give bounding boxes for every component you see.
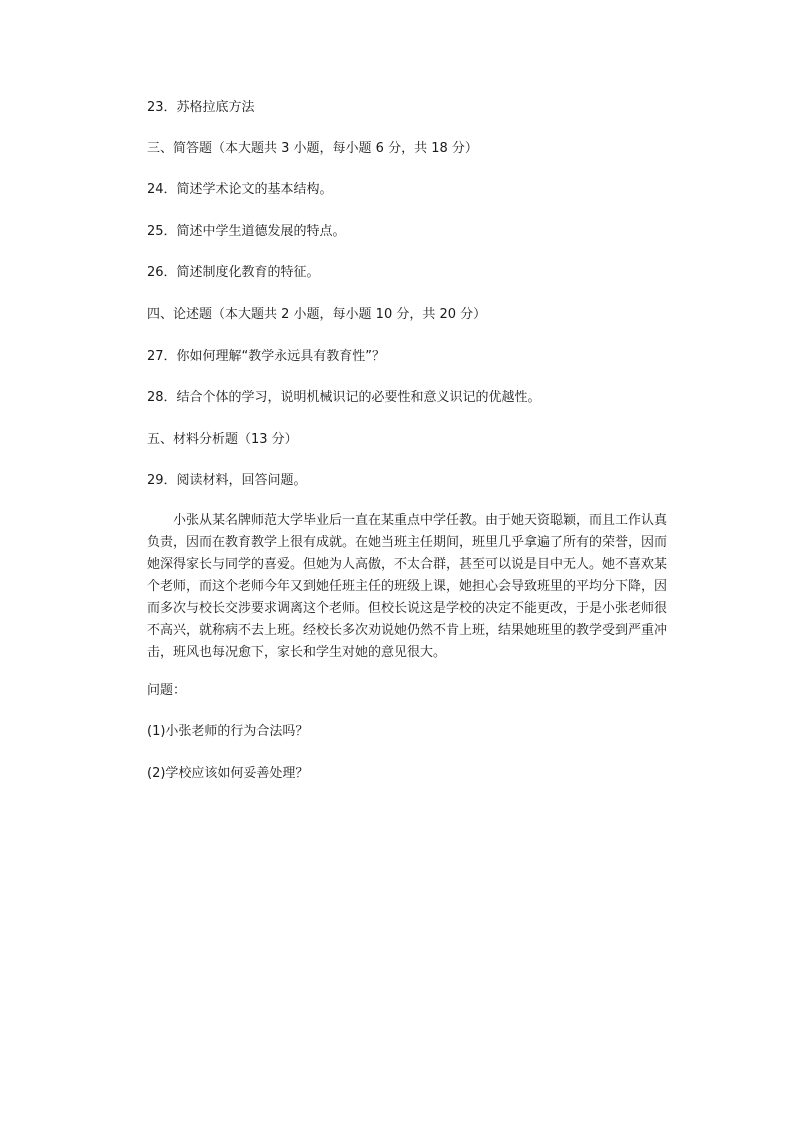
sub-question-1: (1)小张老师的行为合法吗？ [147, 724, 309, 739]
questions-label: 问题： [147, 683, 187, 698]
section-4-heading: 四、论述题（本大题共 2 小题，每小题 10 分，共 20 分） [147, 307, 487, 322]
section-3-heading: 三、简答题（本大题共 3 小题，每小题 6 分，共 18 分） [147, 141, 478, 156]
section-5-heading: 五、材料分析题（13 分） [147, 432, 298, 447]
question-25: 25．简述中学生道德发展的特点。 [147, 224, 346, 239]
question-28: 28．结合个体的学习，说明机械识记的必要性和意义识记的优越性。 [147, 390, 541, 405]
material-paragraph: 小张从某名牌师范大学毕业后一直在某重点中学任教。由于她天资聪颖，而且工作认真负责，因而在教育教学上很有成就。在她当班主任期间，班里几乎拿遍了所有的荣誉，因而她深得家长与同学的喜爱。但她为人高傲，不太合群，甚至可以说是目中无人。她不喜欢某个老师，而这个老师今年又到她任班主任的班级上课，她担心会导致班里的平均分下降，因而多次与校长交涉要求调离这个老师。但校长说这是学校的决定不能更改，于是小张老师很不高兴，就称病不去上班。经校长多次劝说她仍然不肯上班，结果她班里的教学受到严重冲击，班风也每况愈下，家长和学生对她的意见很大。 [147, 513, 668, 660]
question-29: 29．阅读材料，回答问题。 [147, 473, 307, 488]
question-24: 24．简述学术论文的基本结构。 [147, 182, 333, 197]
question-26: 26．简述制度化教育的特征。 [147, 265, 320, 280]
question-27: 27．你如何理解“教学永远具有教育性”？ [147, 349, 386, 364]
question-23: 23．苏格拉底方法 [147, 100, 255, 115]
sub-question-2: (2)学校应该如何妥善处理？ [147, 766, 309, 781]
